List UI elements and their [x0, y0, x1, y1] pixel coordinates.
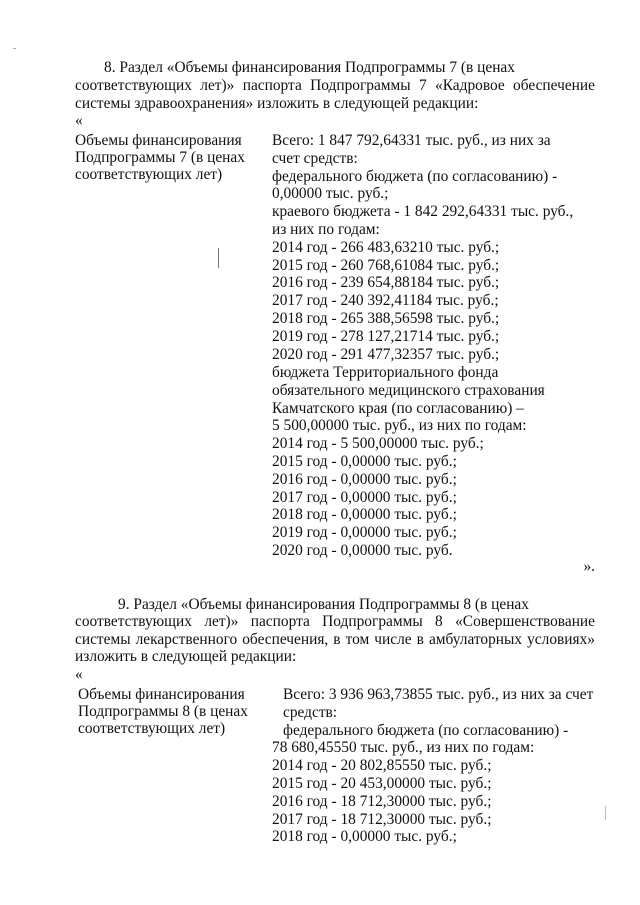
section9-intro-line-2: соответствующих лет)» паспорта Подпрограммы 8 «Совершенствование [75, 613, 595, 630]
section9-intro-line-1: 9. Раздел «Объемы финансирования Подпрограммы 8 (в ценах [118, 596, 529, 613]
section8-right2-line-9: 2018 год - 0,00000 тыс. руб.; [272, 506, 457, 524]
section9-right-line-4: 78 680,45550 тыс. руб., из них по годам: [272, 739, 535, 757]
section8-right-line-13: 2020 год - 291 477,32357 тыс. руб.; [272, 345, 500, 363]
section9-right-line-5: 2014 год - 20 802,85550 тыс. руб.; [272, 757, 492, 775]
section8-right2-line-1: бюджета Территориального фонда [272, 364, 499, 381]
section8-left-line-3: соответствующих лет) [75, 166, 223, 183]
section9-right-cell [272, 686, 603, 846]
section9-left-line-1: Объемы финансирования [78, 686, 245, 703]
scan-mark [218, 248, 219, 268]
scan-mark [605, 806, 606, 820]
section9-left-cell [78, 686, 268, 737]
section8-right-line-3: федерального бюджета (по согласованию) - [272, 167, 558, 185]
section8-right-line-6: из них по годам: [272, 220, 380, 238]
section9-right-line-7: 2016 год - 18 712,30000 тыс. руб.; [272, 792, 492, 810]
section8-intro-line-2: соответствующих лет)» паспорта Подпрограммы 7 «Кадровое обеспечение [75, 77, 595, 94]
section8-right-line-1: Всего: 1 847 792,64331 тыс. руб., из них за [272, 132, 551, 149]
section9-right-line-6: 2015 год - 20 453,00000 тыс. руб.; [272, 774, 492, 792]
section9-right-line-1: Всего: 3 936 963,73855 тыс. руб., из них за счет [283, 686, 594, 703]
section8-intro-line-3: системы здравоохранения» изложить в следующей редакции: [75, 95, 479, 112]
section8-right2-line-3: Камчатского края (по согласованию) – [272, 399, 524, 417]
section9-right-line-3: федерального бюджета (по согласованию) - [283, 721, 569, 739]
section8-intro-line-1: 8. Раздел «Объемы финансирования Подпрограммы 7 (в ценах [104, 59, 515, 76]
section8-left-cell [75, 132, 265, 183]
section8-right-line-12: 2019 год - 278 127,21714 тыс. руб.; [272, 327, 500, 345]
section9-left-line-3: соответствующих лет) [78, 720, 226, 737]
section8-right2-line-4: 5 500,00000 тыс. руб., из них по годам: [272, 417, 527, 435]
section8-right-line-11: 2018 год - 265 388,56598 тыс. руб.; [272, 309, 500, 327]
section9-left-line-2: Подпрограммы 8 (в ценах [78, 703, 248, 720]
section9-right-line-8: 2017 год - 18 712,30000 тыс. руб.; [272, 810, 492, 828]
section8-left-line-1: Объемы финансирования [75, 132, 242, 149]
section8-right-cell-2 [272, 364, 592, 560]
section8-right-line-7: 2014 год - 266 483,63210 тыс. руб.; [272, 238, 500, 256]
section8-right2-line-6: 2015 год - 0,00000 тыс. руб.; [272, 452, 457, 470]
section8-right2-line-5: 2014 год - 5 500,00000 тыс. руб.; [272, 435, 484, 453]
section9-right-line-9: 2018 год - 0,00000 тыс. руб.; [272, 828, 457, 846]
section9-open-quote: « [75, 666, 83, 683]
section8-right-line-9: 2016 год - 239 654,88184 тыс. руб.; [272, 274, 500, 292]
section8-right2-line-2: обязательного медицинского страхования [272, 381, 545, 399]
section8-right2-line-11: 2020 год - 0,00000 тыс. руб. [272, 541, 453, 559]
section8-right-line-5: краевого бюджета - 1 842 292,64331 тыс. руб., [272, 203, 574, 221]
section9-intro-line-3: системы лекарственного обеспечения, в том числе в амбулаторных условиях» [75, 631, 595, 648]
section8-right2-line-10: 2019 год - 0,00000 тыс. руб.; [272, 524, 457, 542]
section8-right2-line-8: 2017 год - 0,00000 тыс. руб.; [272, 488, 457, 506]
section8-close-quote: ». [583, 558, 595, 575]
section8-right-line-8: 2015 год - 260 768,61084 тыс. руб.; [272, 256, 500, 274]
section8-left-line-2: Подпрограммы 7 (в ценах [75, 149, 245, 166]
section8-right-line-2: счет средств: [272, 149, 358, 167]
section8-right2-line-7: 2016 год - 0,00000 тыс. руб.; [272, 470, 457, 488]
section8-right-line-10: 2017 год - 240 392,41184 тыс. руб.; [272, 292, 499, 310]
section8-open-quote: « [75, 112, 83, 129]
scan-mark [13, 48, 16, 49]
section8-right-cell [272, 132, 592, 363]
section9-right-line-2: средств: [283, 703, 338, 721]
section9-intro-line-4: изложить в следующей редакции: [75, 648, 297, 665]
section8-right-line-4: 0,00000 тыс. руб.; [272, 185, 389, 203]
